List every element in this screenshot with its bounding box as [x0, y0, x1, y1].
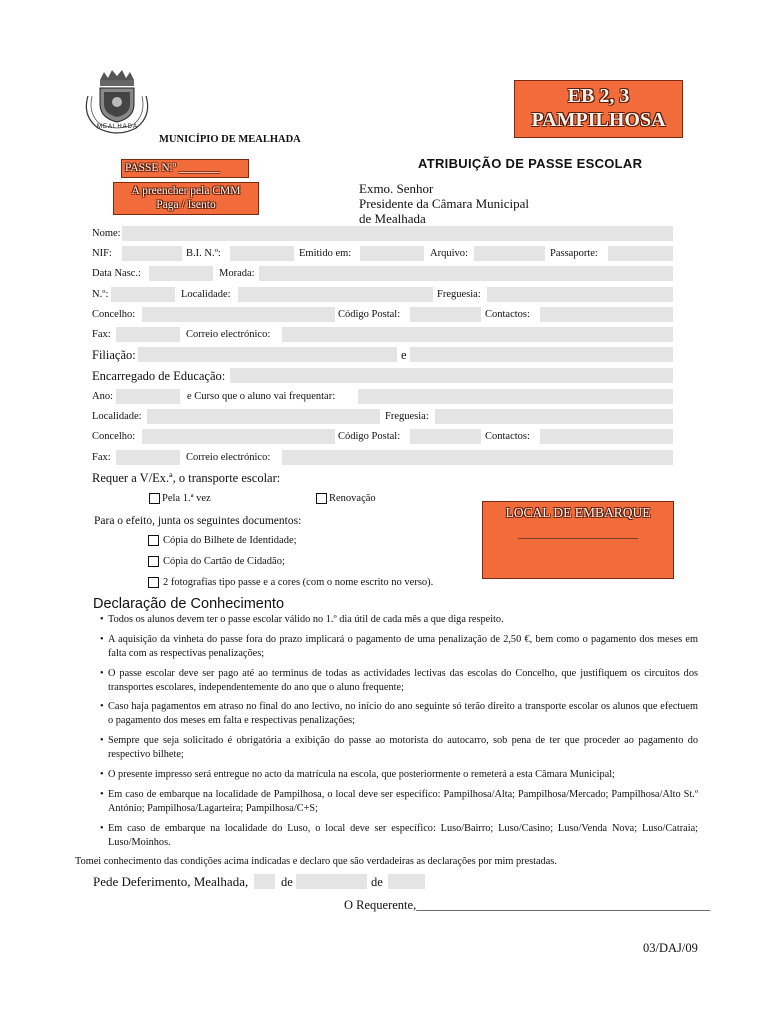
doc-bi-checkbox[interactable] — [148, 535, 159, 546]
nif-field[interactable] — [122, 246, 182, 261]
school-contactos-field[interactable] — [540, 429, 673, 444]
declaration-bullet-4: • Caso haja pagamentos em atraso no final do ano lectivo, no início do ano seguinte só terão direito a transporte escolar os alunos que efectuem o pagamento dos meses em falta e respectivas penalizações; — [108, 700, 698, 728]
cmm-box — [113, 182, 259, 215]
de-label-1: de — [281, 875, 293, 889]
municipality-name: MUNICÍPIO DE MEALHADA — [159, 134, 301, 145]
school-freguesia-label: Freguesia: — [385, 411, 429, 422]
curso-label: e Curso que o aluno vai frequentar: — [187, 391, 336, 402]
addressee-line1: Exmo. Senhor — [359, 181, 434, 196]
school-contactos-label: Contactos: — [485, 431, 530, 442]
school-fax-label: Fax: — [92, 452, 111, 463]
doc-cc-label: Cópia do Cartão de Cidadão; — [163, 556, 285, 567]
codigo-postal-field[interactable] — [410, 307, 481, 322]
crest-label: MEALHADA — [97, 124, 139, 130]
concelho-label: Concelho: — [92, 309, 136, 320]
data-nasc-label: Data Nasc.: — [92, 268, 141, 279]
school-codigo-postal-field[interactable] — [410, 429, 481, 444]
correio-label: Correio electrónico: — [186, 329, 271, 340]
nome-label: Nome: — [92, 228, 121, 239]
filiacao-label: Filiação: — [92, 348, 136, 362]
tomei-conhecimento: Tomei conhecimento das condições acima indicadas e declaro que são verdadeiras as declarações por mim prestadas. — [75, 856, 557, 867]
ano-label: Ano: — [92, 391, 113, 402]
declaration-bullet-8: • Em caso de embarque na localidade do Luso, o local deve ser específico: Luso/Bairro; Luso/Casino; Luso/Venda Nova; Luso/Catraia; Luso/Moinhos. — [108, 822, 698, 850]
nif-label: NIF: — [92, 248, 112, 259]
doc-photos-label: 2 fotografias tipo passe e a cores (com o nome escrito no verso). — [163, 577, 434, 588]
fax-label: Fax: — [92, 329, 111, 340]
school-correio-field[interactable] — [282, 450, 673, 465]
contactos-field[interactable] — [540, 307, 673, 322]
filiacao-e: e — [401, 348, 407, 362]
emitido-field[interactable] — [360, 246, 424, 261]
school-concelho-field[interactable] — [142, 429, 335, 444]
school-box — [514, 80, 683, 138]
doc-cc-checkbox[interactable] — [148, 556, 159, 567]
pela-primeira-vez-checkbox[interactable] — [149, 493, 160, 504]
school-line2: PAMPILHOSA — [531, 109, 666, 131]
pela-primeira-vez-label: Pela 1.ª vez — [162, 493, 211, 504]
passaporte-label: Passaporte: — [550, 248, 598, 259]
localidade-field[interactable] — [238, 287, 433, 302]
local-embarque-line[interactable]: ____________________ — [518, 526, 638, 540]
form-title — [418, 156, 642, 171]
doc-bi-label: Cópia do Bilhete de Identidade; — [163, 535, 297, 546]
fax-field[interactable] — [116, 327, 180, 342]
school-concelho-label: Concelho: — [92, 431, 136, 442]
freguesia-field[interactable] — [487, 287, 673, 302]
declaration-bullet-1: • Todos os alunos devem ter o passe escolar válido no 1.º dia útil de cada mês a que diga respeito. — [108, 613, 698, 627]
doc-photos-checkbox[interactable] — [148, 577, 159, 588]
bi-label: B.I. N.º: — [186, 248, 221, 259]
morada-field[interactable] — [259, 266, 673, 281]
pede-deferimento: Pede Deferimento, Mealhada, — [93, 874, 249, 889]
declaration-title: Declaração de Conhecimento — [93, 596, 285, 612]
local-embarque-box — [482, 501, 674, 579]
declaration-bullet-3: • O passe escolar deve ser pago até ao terminus de todas as actividades lectivas das escolas do Concelho, que justifiquem os circuitos dos transportes escolares, independentemente do ano que o aluno frequente; — [108, 667, 698, 695]
concelho-field[interactable] — [142, 307, 335, 322]
declaration-bullet-6: • O presente impresso será entregue no acto da matrícula na escola, que posteriormente o remeterá a esta Câmara Municipal; — [108, 768, 698, 782]
curso-field[interactable] — [358, 389, 673, 404]
numero-field[interactable] — [111, 287, 175, 302]
freguesia-label: Freguesia: — [437, 289, 481, 300]
cmm-line2: Paga / Isento — [156, 199, 216, 211]
numero-label: N.º: — [92, 289, 109, 300]
cmm-line1: A preencher pela CMM — [131, 185, 241, 197]
addressee-line3: de Mealhada — [359, 211, 426, 226]
school-codigo-postal-label: Código Postal: — [338, 431, 401, 442]
renovacao-label: Renovação — [329, 493, 376, 504]
declaration-bullet-2: • A aquisição da vinheta do passe fora do prazo implicará o pagamento de uma penalização de 2,50 €, bem como o pagamento dos meses em falta com as respectivas penalizações; — [108, 633, 698, 661]
pass-number-box — [121, 159, 249, 178]
month-field[interactable] — [296, 874, 367, 889]
morada-label: Morada: — [219, 268, 255, 279]
form-title-text: ATRIBUIÇÃO DE PASSE ESCOLAR — [418, 156, 643, 171]
ano-field[interactable] — [116, 389, 180, 404]
arquivo-field[interactable] — [474, 246, 545, 261]
addressee-line2: Presidente da Câmara Municipal — [359, 196, 530, 211]
emitido-label: Emitido em: — [299, 248, 352, 259]
correio-field[interactable] — [282, 327, 673, 342]
nome-field[interactable] — [122, 226, 673, 241]
bi-field[interactable] — [230, 246, 294, 261]
school-line1: EB 2, 3 — [567, 85, 630, 107]
requerente-signature-line[interactable]: O Requerente,_______________________________________________ — [344, 898, 710, 912]
codigo-postal-label: Código Postal: — [338, 309, 401, 320]
school-correio-label: Correio electrónico: — [186, 452, 271, 463]
filiacao-father-field[interactable] — [138, 347, 397, 362]
local-embarque-title: LOCAL DE EMBARQUE — [505, 505, 651, 520]
form-code: 03/DAJ/09 — [643, 941, 698, 955]
efeito-text: Para o efeito, junta os seguintes documentos: — [94, 515, 302, 527]
encarregado-label: Encarregado de Educação: — [92, 369, 226, 383]
renovacao-checkbox[interactable] — [316, 493, 327, 504]
declaration-bullet-7: • Em caso de embarque na localidade de Pampilhosa, o local deve ser específico: Pampilhosa/Alta; Pampilhosa/Mercado; Pampilhosa/Alto St.º António; Pampilhosa/Lagarteira; Pampilhosa/C+S; — [108, 788, 698, 816]
day-field[interactable] — [254, 874, 275, 889]
year-field[interactable] — [388, 874, 425, 889]
school-localidade-label: Localidade: — [92, 411, 142, 422]
contactos-label: Contactos: — [485, 309, 530, 320]
filiacao-mother-field[interactable] — [410, 347, 673, 362]
de-label-2: de — [371, 875, 383, 889]
school-localidade-field[interactable] — [147, 409, 380, 424]
encarregado-field[interactable] — [230, 368, 673, 383]
school-freguesia-field[interactable] — [435, 409, 673, 424]
arquivo-label: Arquivo: — [430, 248, 468, 259]
requer-text: Requer a V/Ex.ª, o transporte escolar: — [92, 471, 281, 485]
pass-number-label: PASSE N.º _______ — [125, 162, 220, 174]
data-nasc-field[interactable] — [149, 266, 213, 281]
school-fax-field[interactable] — [116, 450, 180, 465]
passaporte-field[interactable] — [608, 246, 673, 261]
declaration-bullet-5: • Sempre que seja solicitado é obrigatória a exibição do passe ao motorista do autocarro, sob pena de ter que proceder ao pagamento do respectivo bilhete; — [108, 734, 698, 762]
localidade-label: Localidade: — [181, 289, 231, 300]
